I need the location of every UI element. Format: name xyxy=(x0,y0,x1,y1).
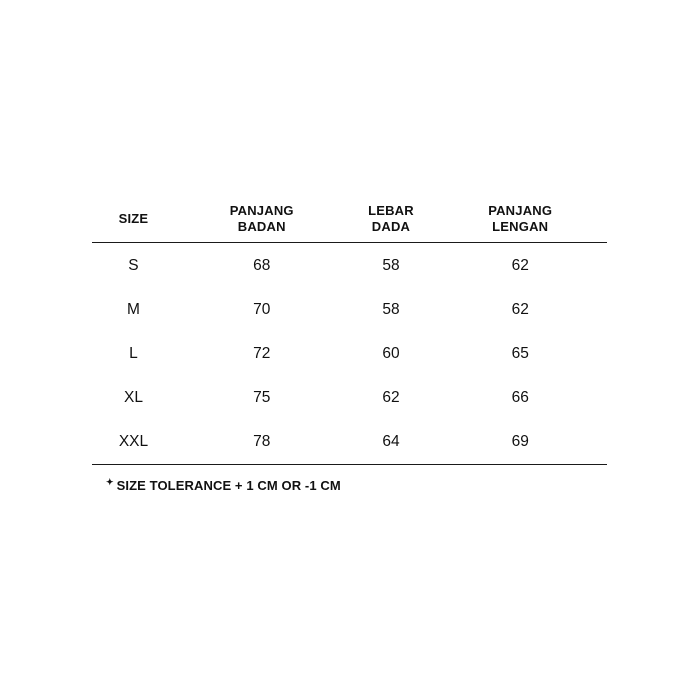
table-row xyxy=(92,376,607,420)
size-chart-table xyxy=(92,196,607,465)
header-lebar-dada: LEBAR DADA xyxy=(368,203,414,234)
cell-size: S xyxy=(128,257,139,274)
cell-size: XXL xyxy=(118,433,149,450)
cell-size: XL xyxy=(123,389,143,406)
header-panjang-badan: PANJANG BADAN xyxy=(229,203,294,234)
header-size: SIZE xyxy=(118,211,149,226)
table-row xyxy=(92,288,607,332)
sparkle-icon: ✦ xyxy=(106,477,114,487)
cell-lebar-dada: 62 xyxy=(382,389,400,406)
cell-panjang-badan: 68 xyxy=(253,257,271,274)
cell-size: M xyxy=(127,301,140,318)
cell-panjang-lengan: 62 xyxy=(511,301,529,318)
cell-panjang-badan: 75 xyxy=(253,389,271,406)
cell-panjang-lengan: 65 xyxy=(511,345,529,362)
size-tolerance-text: SIZE TOLERANCE + 1 CM OR -1 CM xyxy=(116,478,341,493)
cell-panjang-badan: 78 xyxy=(253,433,271,450)
cell-lebar-dada: 60 xyxy=(382,345,400,362)
cell-panjang-badan: 72 xyxy=(253,345,271,362)
table-row xyxy=(92,244,607,288)
size-tolerance-note xyxy=(106,478,341,493)
cell-panjang-lengan: 69 xyxy=(511,433,529,450)
cell-lebar-dada: 58 xyxy=(382,257,400,274)
cell-size: L xyxy=(129,345,138,362)
cell-panjang-lengan: 66 xyxy=(511,389,529,406)
cell-lebar-dada: 64 xyxy=(382,433,400,450)
cell-panjang-lengan: 62 xyxy=(511,257,529,274)
table-bottom-divider xyxy=(92,464,607,465)
cell-panjang-badan: 70 xyxy=(253,301,271,318)
table-body xyxy=(92,244,607,464)
cell-lebar-dada: 58 xyxy=(382,301,400,318)
table-row xyxy=(92,332,607,376)
table-header xyxy=(92,196,607,243)
header-panjang-lengan: PANJANG LENGAN xyxy=(488,203,553,234)
table-row xyxy=(92,420,607,464)
